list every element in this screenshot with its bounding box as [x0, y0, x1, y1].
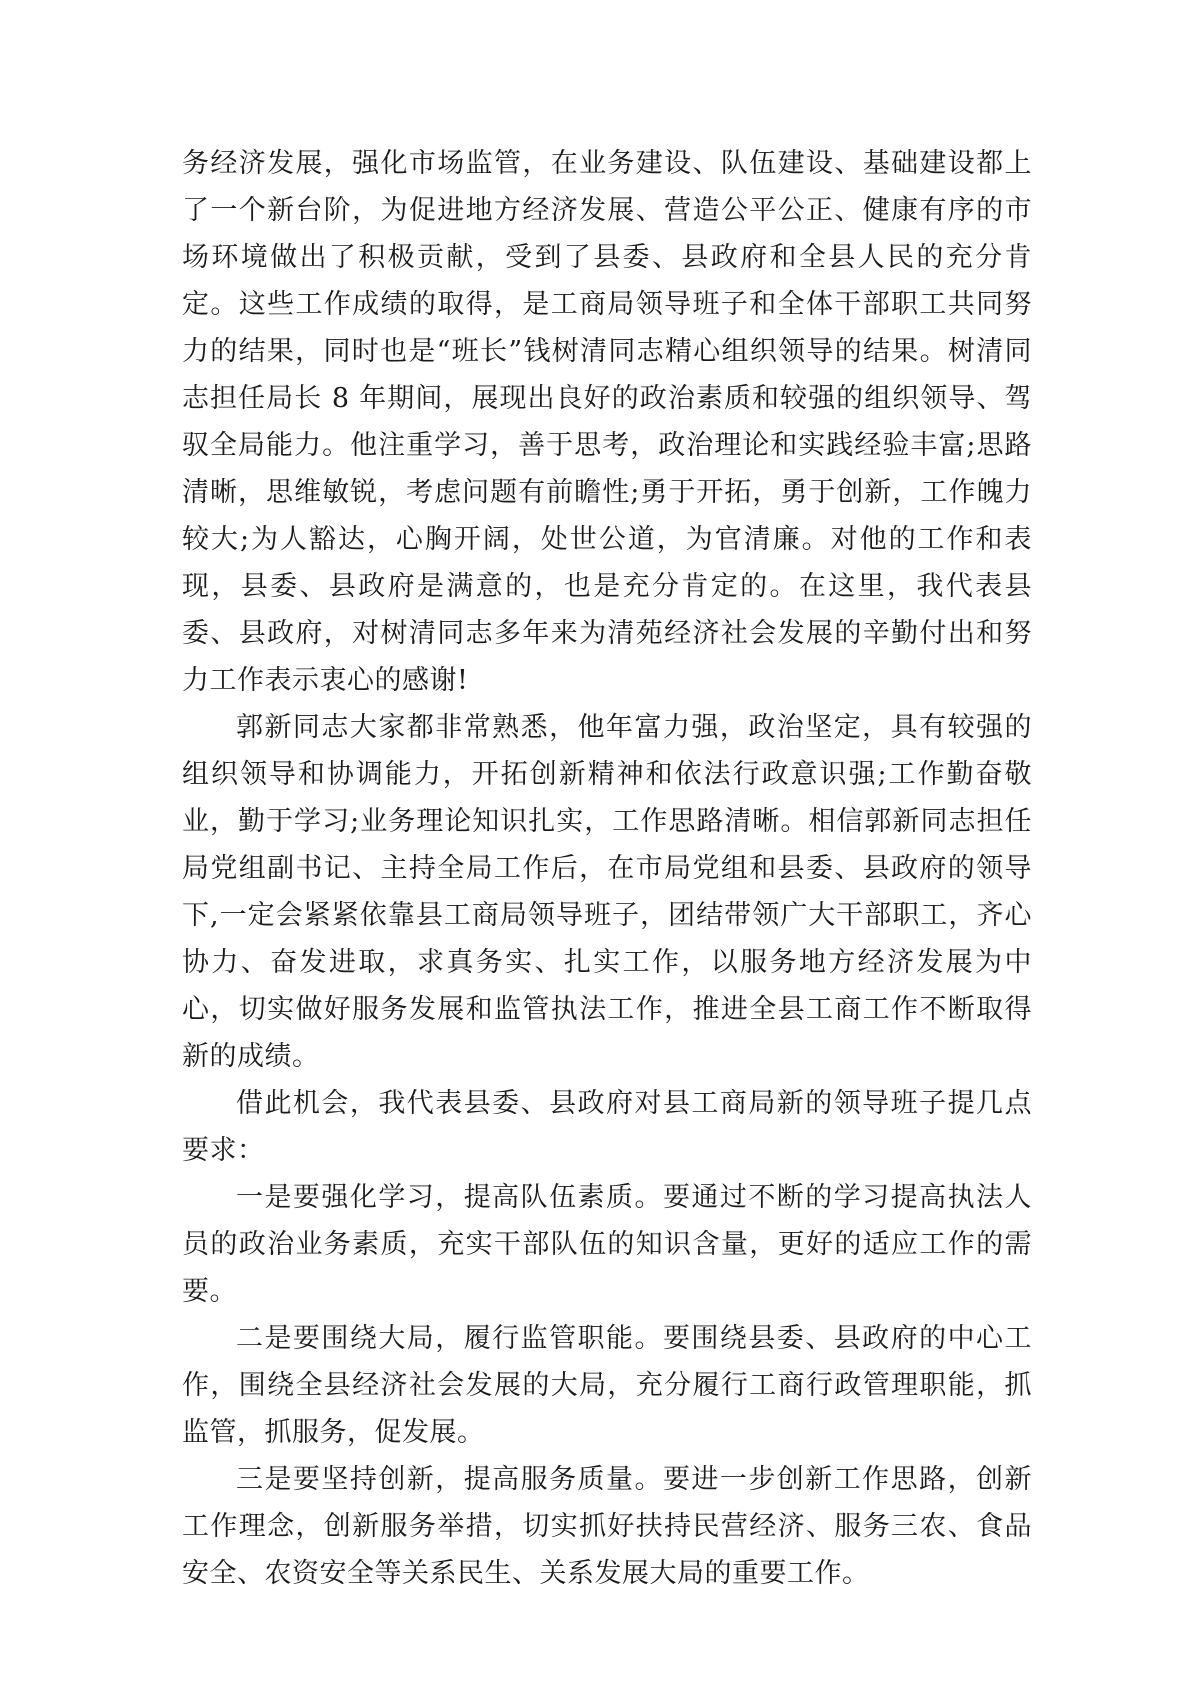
- paragraph-2: 郭新同志大家都非常熟悉，他年富力强，政治坚定，具有较强的组织领导和协调能力，开拓创新精神和依法行政意识强;工作勤奋敬业，勤于学习;业务理论知识扎实，工作思路清晰。相信郭新同志担任局党组副书记、主持全局工作后，在市局党组和县委、县政府的领导下,一定会紧紧依靠县工商局领导班子，团结带领广大干部职工，齐心协力、奋发进取，求真务实、扎实工作，以服务地方经济发展为中心，切实做好服务发展和监管执法工作，推进全县工商工作不断取得新的成绩。: [182, 712, 1032, 1072]
- paragraph-4: 一是要强化学习，提高队伍素质。要通过不断的学习提高执法人员的政治业务素质，充实干部队伍的知识含量，更好的适应工作的需要。: [182, 1182, 1032, 1307]
- document-body: [182, 140, 1032, 1597]
- paragraph-5: 二是要围绕大局，履行监管职能。要围绕县委、县政府的中心工作，围绕全县经济社会发展的大局，充分履行工商行政管理职能，抓监管，抓服务，促发展。: [182, 1323, 1032, 1448]
- paragraph-3: 借此机会，我代表县委、县政府对县工商局新的领导班子提几点要求：: [182, 1088, 1032, 1166]
- paragraph-1: 务经济发展，强化市场监管，在业务建设、队伍建设、基础建设都上了一个新台阶，为促进地方经济发展、营造公平公正、健康有序的市场环境做出了积极贡献，受到了县委、县政府和全县人民的充分肯定。这些工作成绩的取得，是工商局领导班子和全体干部职工共同努力的结果，同时也是“班长”钱树清同志精心组织领导的结果。树清同志担任局长 8 年期间，展现出良好的政治素质和较强的组织领导、驾驭全局能力。他注重学习，善于思考，政治理论和实践经验丰富;思路清晰，思维敏锐，考虑问题有前瞻性;勇于开拓，勇于创新，工作魄力较大;为人豁达，心胸开阔，处世公道，为官清廉。对他的工作和表现，县委、县政府是满意的，也是充分肯定的。在这里，我代表县委、县政府，对树清同志多年来为清苑经济社会发展的辛勤付出和努力工作表示衷心的感谢!: [182, 148, 1032, 696]
- paragraph-6: 三是要坚持创新，提高服务质量。要进一步创新工作思路，创新工作理念，创新服务举措，切实抓好扶持民营经济、服务三农、食品安全、农资安全等关系民生、关系发展大局的重要工作。: [182, 1464, 1032, 1589]
